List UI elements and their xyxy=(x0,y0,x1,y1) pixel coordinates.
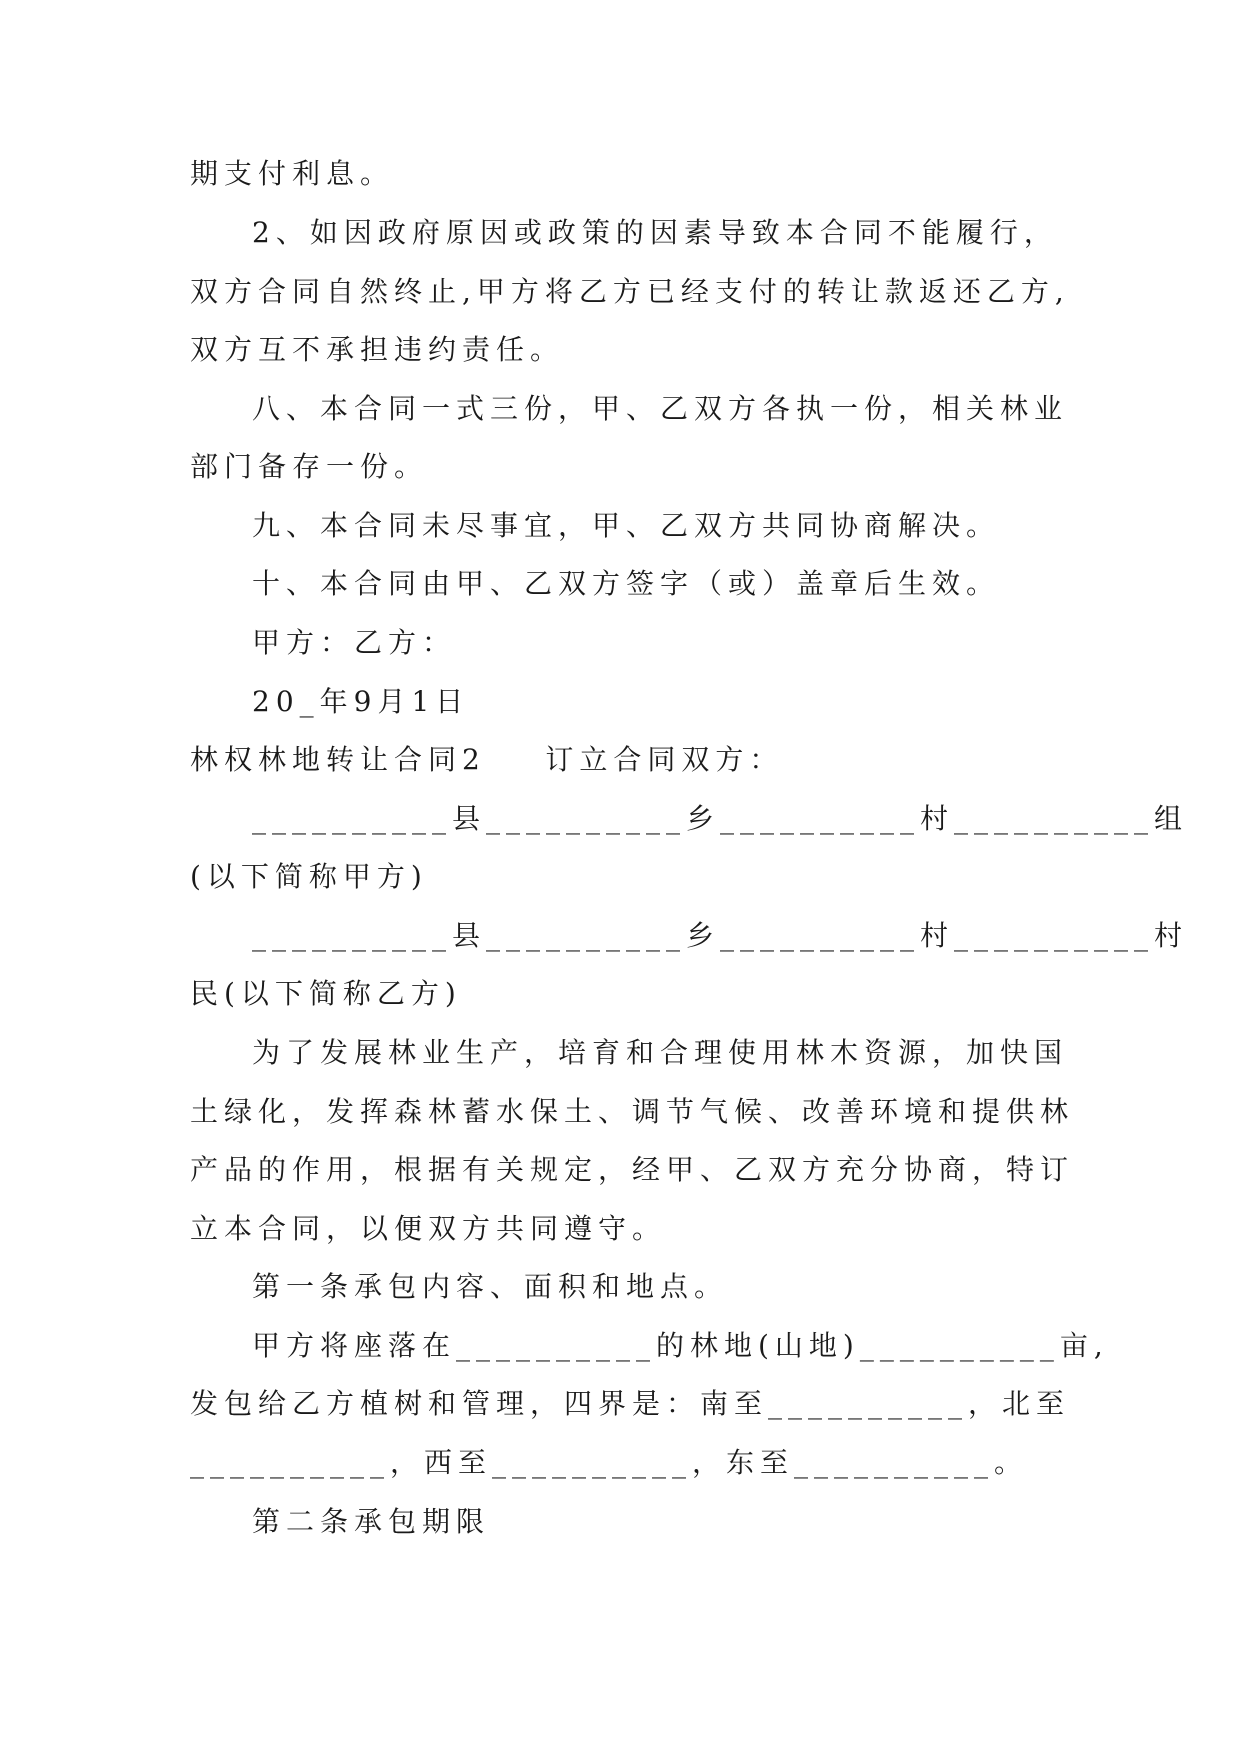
text-line: 发包给乙方植树和管理，四界是：南至__________，北至 xyxy=(190,1387,1071,1420)
text-line: 民(以下简称乙方) xyxy=(190,977,462,1010)
text-line: (以下简称甲方) xyxy=(190,860,428,893)
text-line: __________，西至__________，东至__________。 xyxy=(190,1446,1029,1479)
text-line: 林权林地转让合同2 订立合同双方： xyxy=(190,743,784,776)
text-line: 第二条承包期限 xyxy=(252,1505,491,1538)
text-line: 2、如因政府原因或政策的因素导致本合同不能履行， xyxy=(252,216,1058,249)
text-line: 20_年9月1日 xyxy=(252,685,470,718)
text-line: 部门备存一份。 xyxy=(190,450,429,483)
text-line: 八、本合同一式三份，甲、乙双方各执一份，相关林业 xyxy=(252,392,1069,425)
text-line: 第一条承包内容、面积和地点。 xyxy=(252,1270,729,1303)
text-line: 土绿化，发挥森林蓄水保土、调节气候、改善环境和提供林 xyxy=(190,1095,1075,1128)
text-line: 十、本合同由甲、乙双方签字（或）盖章后生效。 xyxy=(252,567,1001,600)
text-line: 期支付利息。 xyxy=(190,157,395,190)
text-line: 九、本合同未尽事宜，甲、乙双方共同协商解决。 xyxy=(252,509,1001,542)
text-line: __________县__________乡__________村__________组 xyxy=(252,802,1189,835)
text-line: 双方互不承担违约责任。 xyxy=(190,333,565,366)
text-line: 为了发展林业生产，培育和合理使用林木资源，加快国 xyxy=(252,1036,1069,1069)
text-line: 甲方将座落在__________的林地(山地)__________亩, xyxy=(252,1329,1109,1362)
text-line: 产品的作用，根据有关规定，经甲、乙双方充分协商，特订 xyxy=(190,1153,1075,1186)
text-line: 立本合同，以便双方共同遵守。 xyxy=(190,1212,667,1245)
text-line: 甲方：乙方： xyxy=(252,626,457,659)
text-line: __________县__________乡__________村__________村 xyxy=(252,919,1189,952)
text-line: 双方合同自然终止,甲方将乙方已经支付的转让款返还乙方, xyxy=(190,275,1070,308)
